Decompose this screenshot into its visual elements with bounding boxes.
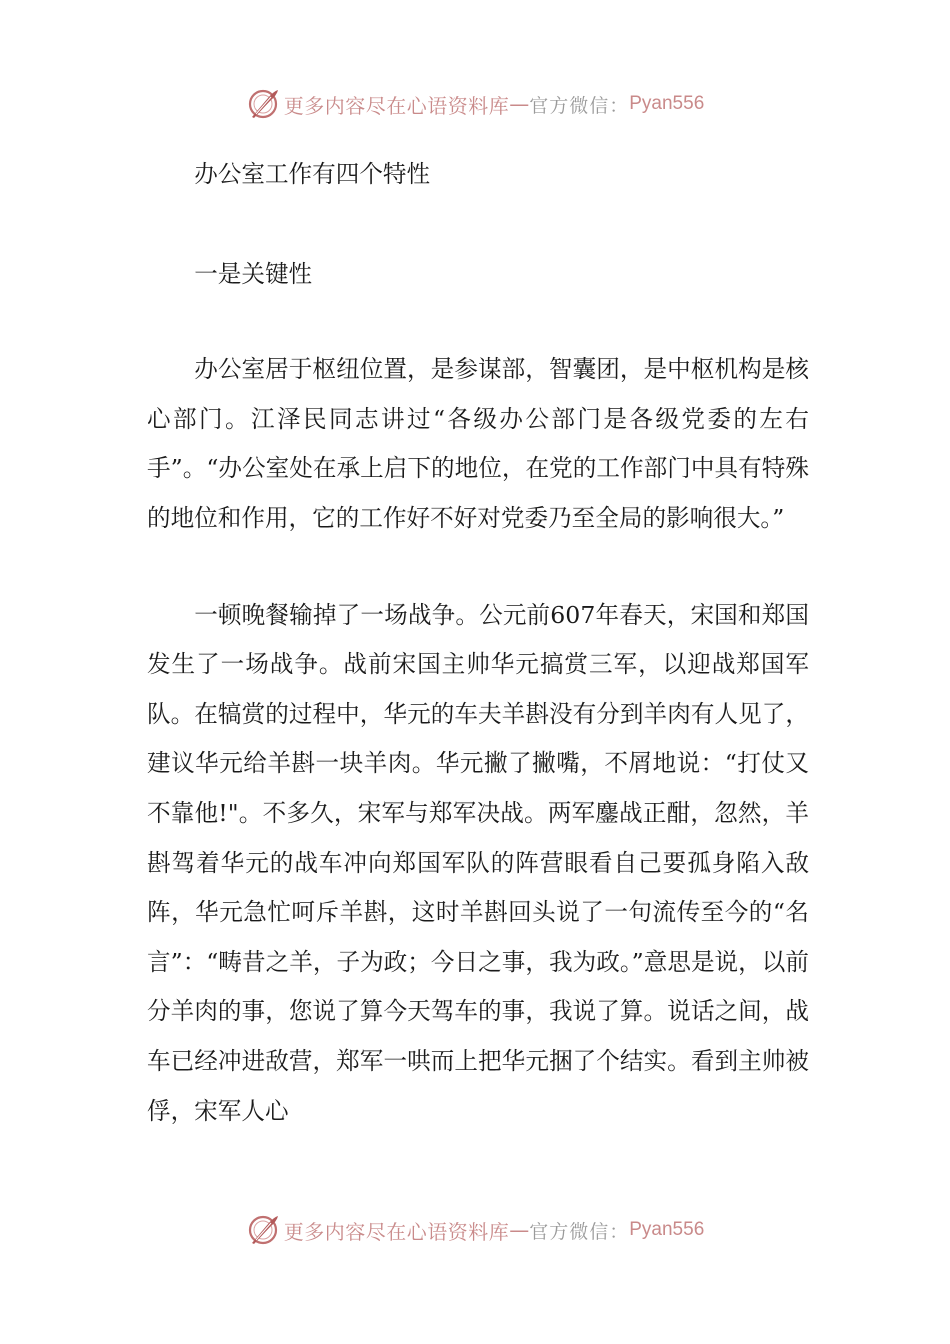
document-body xyxy=(147,150,809,1136)
watermark-dash: — xyxy=(509,1218,530,1242)
watermark-wechat-id: Pyan556 xyxy=(629,93,705,114)
watermark-brand: 更多内容尽在心语资料库 xyxy=(283,1219,510,1244)
header-watermark xyxy=(0,84,950,124)
spacer xyxy=(147,200,809,250)
document-title: 办公室工作有四个特性 xyxy=(194,160,431,188)
watermark-brand: 更多内容尽在心语资料库 xyxy=(283,93,510,118)
body-paragraph-2: 一顿晚餐输掉了一场战争。公元前607年春天，宋国和郑国发生了一场战争。战前宋国主帅华元搞赏三军，以迎战郑国军队。在犒赏的过程中，华元的车夫羊斟没有分到羊肉有人见了，建议华元给羊斟一块羊肉。华元撇了撇嘴，不屑地说：“打仗又不靠他!"。不多久，宋军与郑军决战。两军鏖战正酣，忽然，羊斟驾着华元的战车冲向郑国军队的阵营眼看自己要孤身陷入敌阵，华元急忙呵斥羊斟，这时羊斟回头说了一句流传至今的“名言”：“畴昔之羊，子为政；今日之事，我为政。”意思是说，以前分羊肉的事，您说了算今天驾车的事，我说了算。说话之间，战车已经冲进敌营，郑军一哄而上把华元捆了个结实。看到主帅被俘，宋军人心 xyxy=(147,600,809,1125)
section-heading: 一是关键性 xyxy=(194,259,313,288)
watermark-wechat-id: Pyan556 xyxy=(629,1219,705,1240)
body-paragraph-1: 办公室居于枢纽位置，是参谋部，智囊团，是中枢机构是核心部门。江泽民同志讲过“各级办公部门是各级党委的左右手”。“办公室处在承上启下的地位，在党的工作部门中具有特殊的地位和作用，它的工作好不好对党委乃至全局的影响很大。” xyxy=(147,355,809,532)
watermark-label: 官方微信： xyxy=(529,1220,630,1243)
quill-logo-icon xyxy=(246,1213,280,1247)
quill-logo-icon xyxy=(246,87,280,121)
watermark-dash: — xyxy=(509,92,530,116)
footer-watermark xyxy=(0,1210,950,1250)
spacer xyxy=(147,299,809,345)
watermark-label: 官方微信： xyxy=(529,94,630,117)
spacer xyxy=(147,544,809,591)
